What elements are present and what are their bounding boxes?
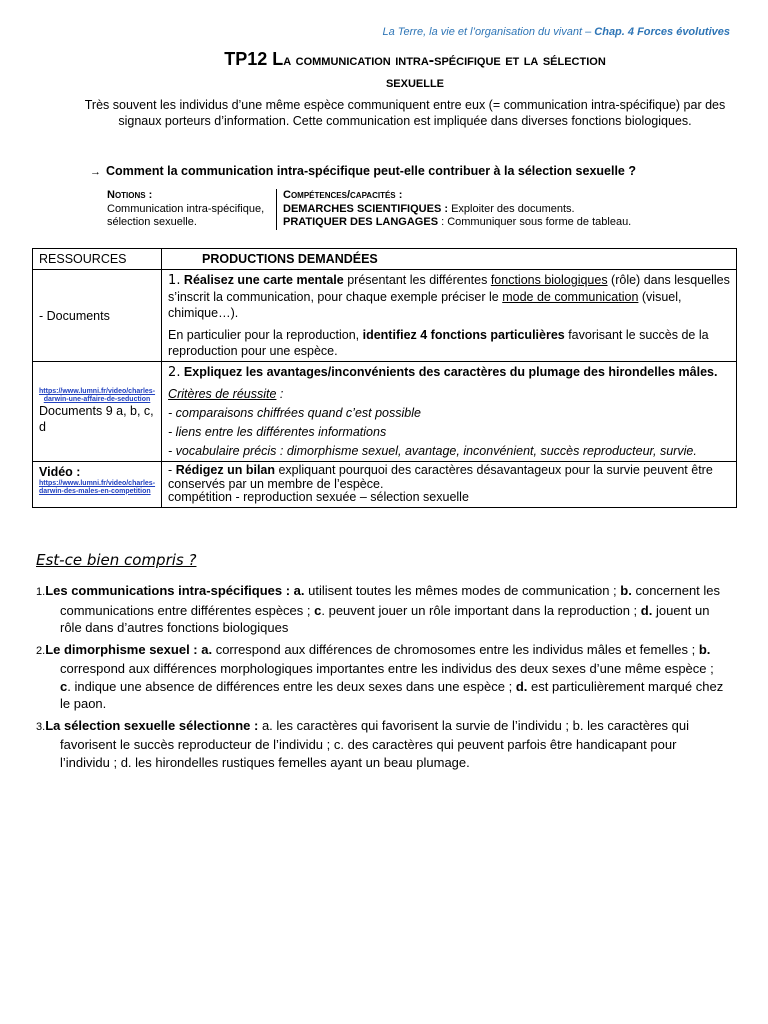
row3-text: expliquant pourquoi des caractères désavantageux pour la survie peuvent être conservés par un membre de l’espèce. [168,463,713,491]
chapter-header [383,26,731,38]
item-c: . indique une absence de différences entre les deux sexes dans une espèce ; [67,678,516,694]
row1-underlined1: fonctions biologiques [490,273,608,287]
notions-text: Communication intra-spécifique, sélection sexuelle. [107,202,265,228]
video-label: Vidéo : [39,465,81,479]
criterion-1: - comparaisons chiffrées quand c’est possible [168,406,421,420]
header-ressources: RESSOURCES [33,249,162,270]
item-d-letter: d. [515,678,528,694]
list-item [36,641,726,713]
lumni-link-competition[interactable]: https://www.lumni.fr/video/charles-darwin-des-males-en-competition [39,480,156,495]
item-number: 1. [36,586,46,598]
row1-bold: Réalisez une carte mentale [180,273,344,287]
row1-number: 1. [168,273,181,288]
competence-line-1 [283,203,631,217]
item-c-letter: c [60,678,68,694]
competence-line-2 [283,216,631,230]
item-number: 3. [36,720,46,733]
row2-production [162,362,737,462]
item-b: correspond aux différences morphologiques importantes entre les individus des deux sexes d’une même espèce ; [60,661,714,676]
header-separator: – [582,26,595,38]
competence-2-label: PRATIQUER DES LANGAGES [283,216,439,228]
row2-bold: Expliquez les avantages/inconvénients des caractères du plumage des hirondelles mâles. [180,365,718,379]
arrow-icon: → [90,166,101,178]
quiz-title: Est-ce bien compris ? [36,551,197,569]
competences-label: Compétences/capacités : [283,189,403,201]
title-line1: a communication intra-spécifique et la sélection [283,52,606,69]
list-item [36,582,726,637]
item-number: 2. [36,644,46,657]
row1-text1: présentant les différentes [343,273,491,287]
criteria-title: Critères de réussite [168,387,277,401]
row3-bold: Rédigez un bilan [175,463,275,477]
row2-resource [33,362,162,462]
item-lead: Les communications intra-spécifiques : a. [45,583,305,598]
row1-p2a: En particulier pour la reproduction, [168,328,363,342]
list-item [36,717,726,772]
item-a: correspond aux différences de chromosomes entre les individus mâles et femelles ; [212,641,699,657]
row3-task [168,464,730,491]
title-tp: TP12 L [224,49,284,69]
row2-task [168,364,730,381]
item-c-letter: c [314,602,322,618]
row1-resource: - Documents [33,270,162,362]
item-rest: a. les caractères qui favorisent la survie de l’individu ; b. les caractères qui favorisent le succès reproducteur de l’individu ; c. des caractères qui peuvent parfois être handicapant pour l’individu ; d. les hirondelles rustiques femelles ayant un beau plumage. [60,717,689,770]
success-criteria [168,386,730,402]
table-row [33,462,737,508]
item-b: concernent les communications entre différentes espèces ; [60,583,721,618]
header-productions: PRODUCTIONS DEMANDÉES [162,249,737,270]
competence-1-text: Exploiter des documents. [448,202,575,215]
row1-production [162,270,737,362]
item-lead: Le dimorphisme sexuel : a. [45,641,213,657]
row1-underlined2: mode de communication [502,290,639,304]
competences-block [276,189,631,230]
problem-question [90,164,636,178]
row3-resource [33,462,162,508]
item-b-letter: b. [620,583,632,598]
header-chapter: Chap. 4 Forces évolutives [594,26,730,38]
intro-paragraph: Très souvent les individus d’une même espèce communiquent entre eux (= communication intra-spécifique) par des signaux porteurs d’information. Cette communication est impliquée dans diverses fonctions biologiques. [84,98,726,128]
item-a: utilisent toutes les mêmes modes de communication ; [304,583,621,598]
item-d: est particulièrement marqué chez le paon. [60,678,724,711]
row2-number: 2. [168,365,181,380]
competence-1-label: DEMARCHES SCIENTIFIQUES : [283,202,449,215]
item-c: . peuvent jouer un rôle important dans la reproduction ; [321,602,641,618]
notions-block [107,189,277,230]
row3-dash: - [168,463,176,477]
table-row [33,270,737,362]
item-lead: La sélection sexuelle sélectionne : [45,717,259,733]
criterion-3: - vocabulaire précis : dimorphisme sexuel, avantage, inconvénient, succès reproducteur, survie. [168,444,697,458]
row3-production [162,462,737,508]
competence-2-text: : Communiquer sous forme de tableau. [438,216,632,228]
row1-task [168,272,730,321]
row2-documents: Documents 9 a, b, c, d [39,404,154,434]
question-text: Comment la communication intra-spécifique peut-elle contribuer à la sélection sexuelle ? [106,164,636,178]
row1-p2c: favorisant le succès de la reproduction pour une espèce. [168,328,709,358]
notions-label: Notions : [107,189,153,201]
item-d: jouent un rôle dans d’autres fonctions biologiques [60,602,710,635]
row1-reproduction [168,327,730,359]
row3-keywords: compétition - reproduction sexuée – sélection sexuelle [168,490,469,504]
item-d-letter: d. [640,602,653,618]
tasks-table [32,248,737,508]
criterion-2: - liens entre les différentes informations [168,425,387,439]
table-row [33,362,737,462]
lumni-link-seduction[interactable]: https://www.lumni.fr/video/charles-darwin-une-affaire-de-seduction [39,388,156,403]
quiz-list [36,582,726,775]
table-header-row [33,249,737,270]
item-b-letter: b. [698,641,711,657]
criteria-colon: : [276,387,284,401]
row1-text2: (rôle) dans lesquelles s’inscrit la communication, pour chaque exemple préciser le [168,273,730,304]
row1-text3: (visuel, chimique…). [168,290,682,320]
header-course: La Terre, la vie et l’organisation du vivant [382,26,583,38]
page-title [80,48,750,94]
title-line2: sexuelle [385,74,445,91]
row1-p2b: identifiez 4 fonctions particulières [362,328,565,342]
